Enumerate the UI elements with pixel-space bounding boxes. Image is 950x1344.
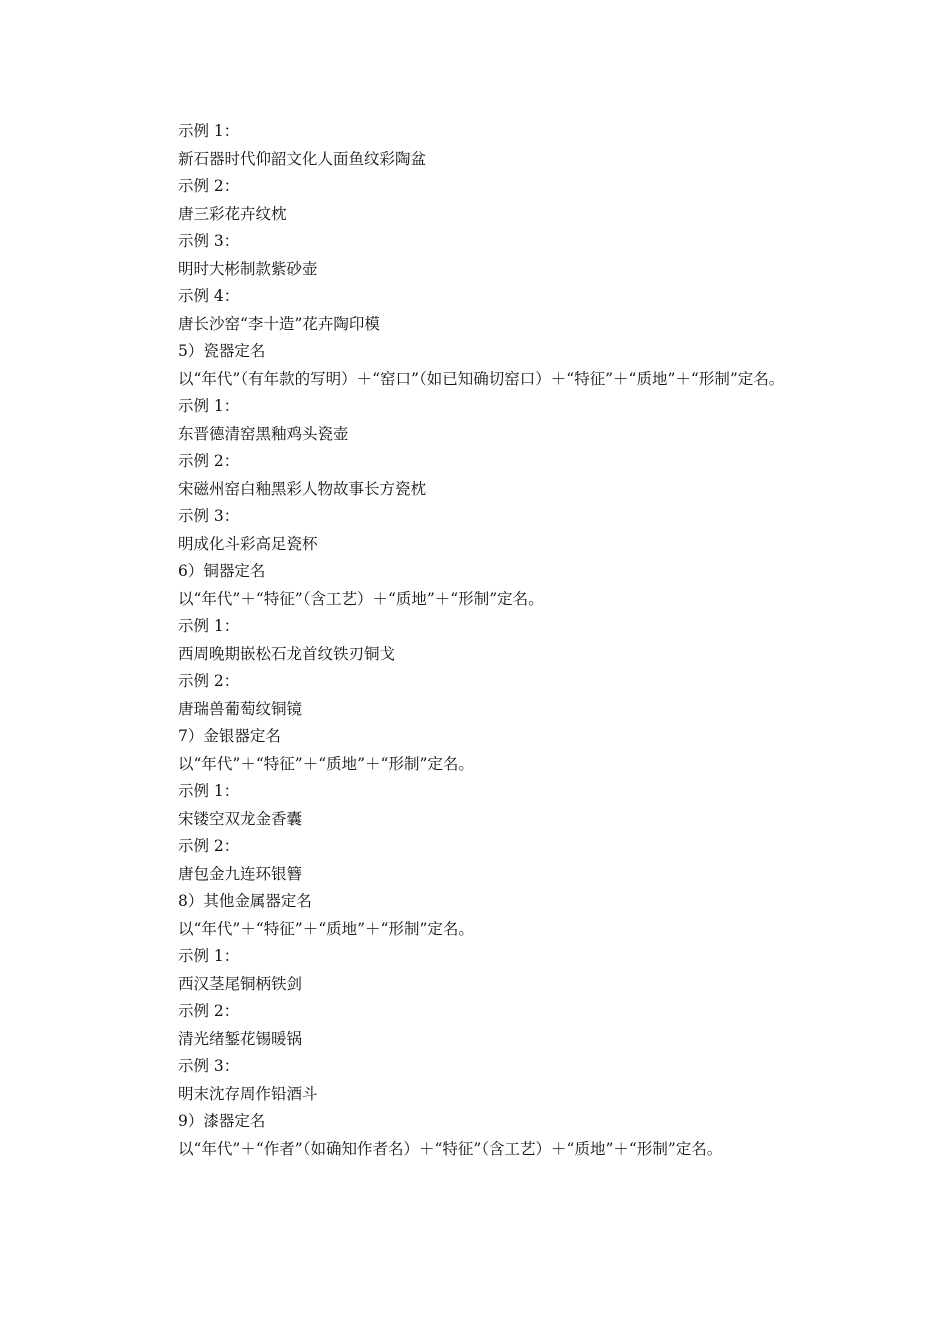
paragraph: 宋磁州窑白釉黑彩人物故事长方瓷枕 <box>178 479 427 498</box>
paragraph: 以“年代”＋“作者”（如确知作者名）＋“特征”（含工艺）＋“质地”＋“形制”定名。 <box>178 1139 723 1158</box>
paragraph: 唐长沙窑“李十造”花卉陶印模 <box>178 314 380 333</box>
section-heading: 8）其他金属器定名 <box>178 892 312 910</box>
paragraph: 示例 1： <box>178 617 240 635</box>
paragraph: 唐三彩花卉纹枕 <box>178 204 287 223</box>
paragraph: 示例 3： <box>178 507 240 525</box>
paragraph: 明成化斗彩高足瓷杯 <box>178 534 318 553</box>
document-body <box>145 118 810 1163</box>
paragraph: 示例 2： <box>178 672 240 690</box>
section-heading: 5）瓷器定名 <box>178 342 266 360</box>
paragraph: 明时大彬制款紫砂壶 <box>178 259 318 278</box>
paragraph: 宋镂空双龙金香囊 <box>178 809 303 828</box>
paragraph: 以“年代”＋“特征”（含工艺）＋“质地”＋“形制”定名。 <box>178 589 544 608</box>
paragraph: 唐瑞兽葡萄纹铜镜 <box>178 699 303 718</box>
paragraph: 示例 2： <box>178 177 240 195</box>
paragraph: 示例 1： <box>178 782 240 800</box>
paragraph: 示例 2： <box>178 1002 240 1020</box>
paragraph: 示例 4： <box>178 287 240 305</box>
paragraph: 以“年代”＋“特征”＋“质地”＋“形制”定名。 <box>178 919 474 938</box>
paragraph: 示例 3： <box>178 1057 240 1075</box>
paragraph: 西汉茎尾铜柄铁剑 <box>178 974 303 993</box>
section-heading: 7）金银器定名 <box>178 727 281 745</box>
paragraph: 以“年代”（有年款的写明）＋“窑口”（如已知确切窑口）＋“特征”＋“质地”＋“形制”定名。 <box>178 369 785 388</box>
paragraph: 示例 3： <box>178 232 240 250</box>
paragraph: 示例 2： <box>178 837 240 855</box>
paragraph: 明末沈存周作铅酒斗 <box>178 1084 318 1103</box>
paragraph: 示例 1： <box>178 947 240 965</box>
paragraph: 清光绪錾花锡暖锅 <box>178 1029 303 1048</box>
section-heading: 6）铜器定名 <box>178 562 266 580</box>
paragraph: 东晋德清窑黑釉鸡头瓷壶 <box>178 424 349 443</box>
paragraph: 以“年代”＋“特征”＋“质地”＋“形制”定名。 <box>178 754 474 773</box>
paragraph: 示例 1： <box>178 122 240 140</box>
section-heading: 9）漆器定名 <box>178 1112 266 1130</box>
paragraph: 唐包金九连环银簪 <box>178 864 303 883</box>
paragraph: 示例 1： <box>178 397 240 415</box>
paragraph: 示例 2： <box>178 452 240 470</box>
paragraph: 新石器时代仰韶文化人面鱼纹彩陶盆 <box>178 149 427 168</box>
paragraph: 西周晚期嵌松石龙首纹铁刃铜戈 <box>178 644 396 663</box>
